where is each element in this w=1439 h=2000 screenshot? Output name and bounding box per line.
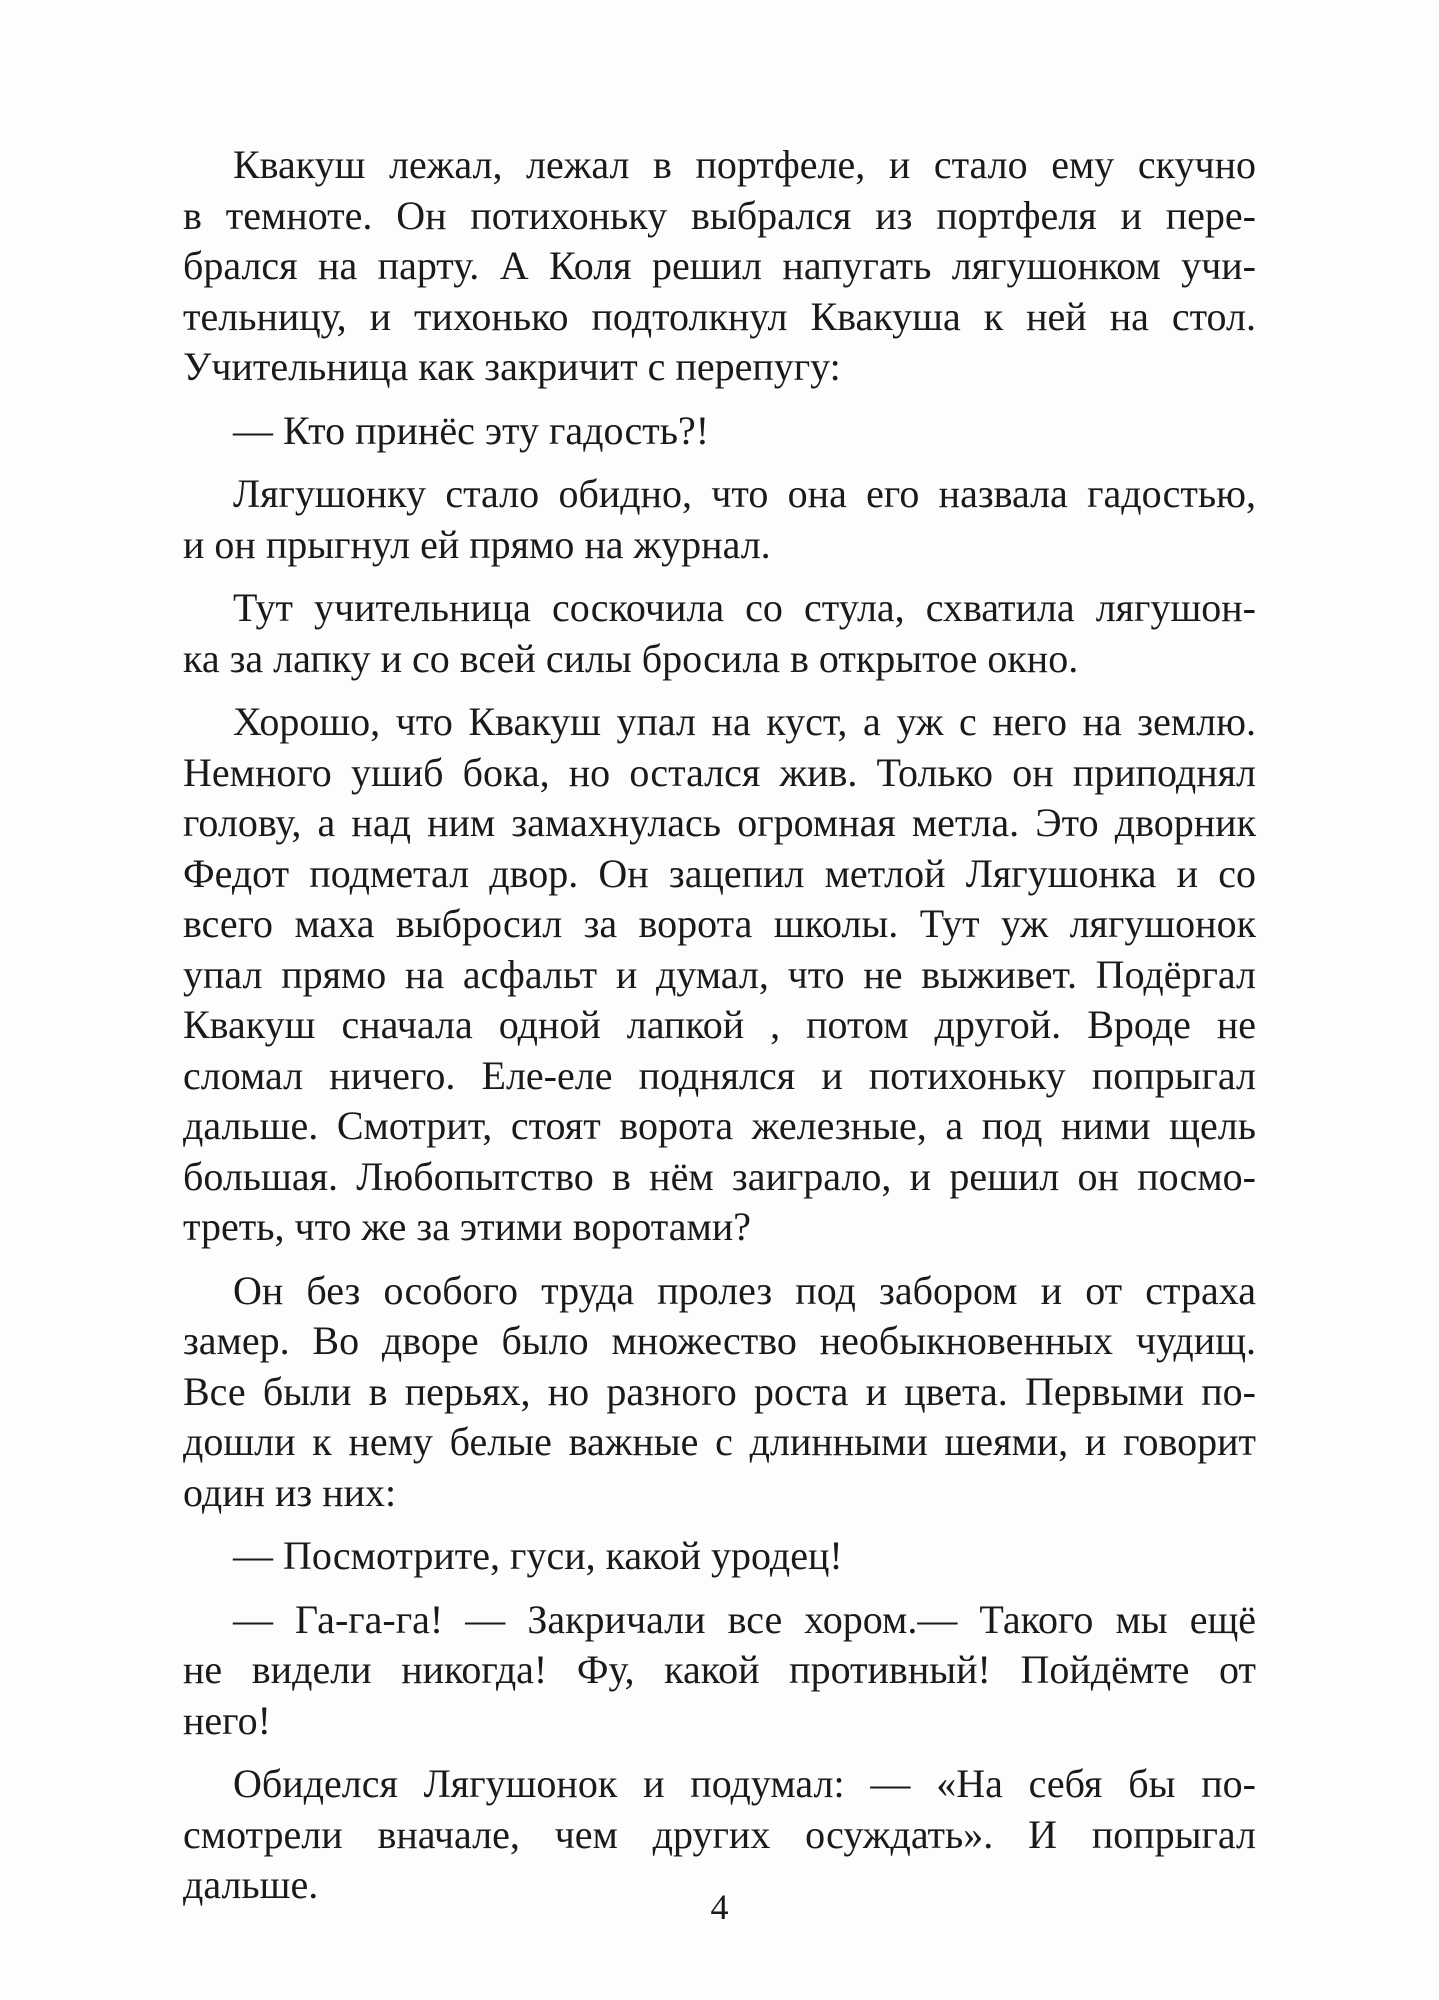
text-line: дальше. Смотрит, стоят ворота железные, а под ними щель [183,1103,1256,1148]
text-line: Немного ушиб бока, но остался жив. Только он приподнял [183,749,1256,795]
paragraph [183,583,1256,684]
page-number: 4 [710,1887,729,1927]
text-line: не видели никогда! Фу, какой противный! Пойдёмте от [183,1647,1256,1692]
text-line: ка за лапку и со всей силы бросила в открытое окно. [183,635,1079,681]
text-line: — Посмотрите, гуси, какой уродец! [233,1533,843,1578]
text-line: сломал ничего. Еле-еле поднялся и потихоньку попрыгал [183,1052,1256,1098]
text-line: треть, что же за этими воротами? [183,1204,751,1249]
paragraph [183,469,1256,570]
story-text [183,140,1256,1911]
text-line: всего маха выбросил за ворота школы. Тут уж лягушонок [183,901,1256,946]
text-line: — Кто принёс эту гадость?! [233,407,710,453]
paragraph [183,1266,1256,1519]
paragraph [183,697,1256,1253]
text-line: Он без особого труда пролез под забором и от страха [233,1267,1256,1313]
text-line: в темноте. Он потихоньку выбрался из портфеля и пере- [183,192,1256,238]
paragraph [183,140,1256,393]
text-line: дальше. [183,1862,319,1907]
text-line: смотрели вначале, чем других осуждать». И попрыгал [183,1811,1256,1857]
text-line: один из них: [183,1469,397,1515]
text-line: тельницу, и тихонько подтолкнул Квакуша к ней на стол. [183,293,1256,339]
text-line: большая. Любопытство в нём заиграло, и решил он посмо- [183,1153,1256,1199]
text-line: упал прямо на асфальт и думал, что не выживет. Подёргал [183,951,1256,997]
text-line: Все были в перьях, но разного роста и цвета. Первыми по- [183,1368,1256,1414]
text-line: голову, а над ним замахнулась огромная метла. Это дворник [183,800,1256,845]
paragraph [183,1595,1256,1747]
text-line: Обиделся Лягушонок и подумал: — «На себя бы по- [233,1761,1256,1806]
text-line: дошли к нему белые важные с длинными шеями, и говорит [183,1419,1256,1464]
text-line: и он прыгнул ей прямо на журнал. [183,521,771,567]
paragraph [183,406,1256,457]
text-line: Квакуш лежал, лежал в портфеле, и стало ему скучно [233,142,1256,187]
text-line: него! [183,1697,271,1743]
text-line: Федот подметал двор. Он зацепил метлой Лягушонка и со [183,850,1256,896]
text-line: Квакуш сначала одной лапкой , потом другой. Вроде не [183,1002,1256,1047]
text-line: — Га-га-га! — Закричали все хором.— Такого мы ещё [233,1596,1256,1642]
text-line: Учительница как закричит с перепугу: [183,344,841,389]
text-line: брался на парту. А Коля решил напугать лягушонком учи- [183,243,1256,288]
text-line: замер. Во дворе было множество необыкновенных чудищ. [183,1318,1256,1363]
text-line: Хорошо, что Квакуш упал на куст, а уж с него на землю. [233,699,1256,744]
text-line: Тут учительница соскочила со стула, схватила лягушон- [233,585,1256,630]
paragraph [183,1531,1256,1582]
text-line: Лягушонку стало обидно, что она его назвала гадостью, [233,471,1256,516]
